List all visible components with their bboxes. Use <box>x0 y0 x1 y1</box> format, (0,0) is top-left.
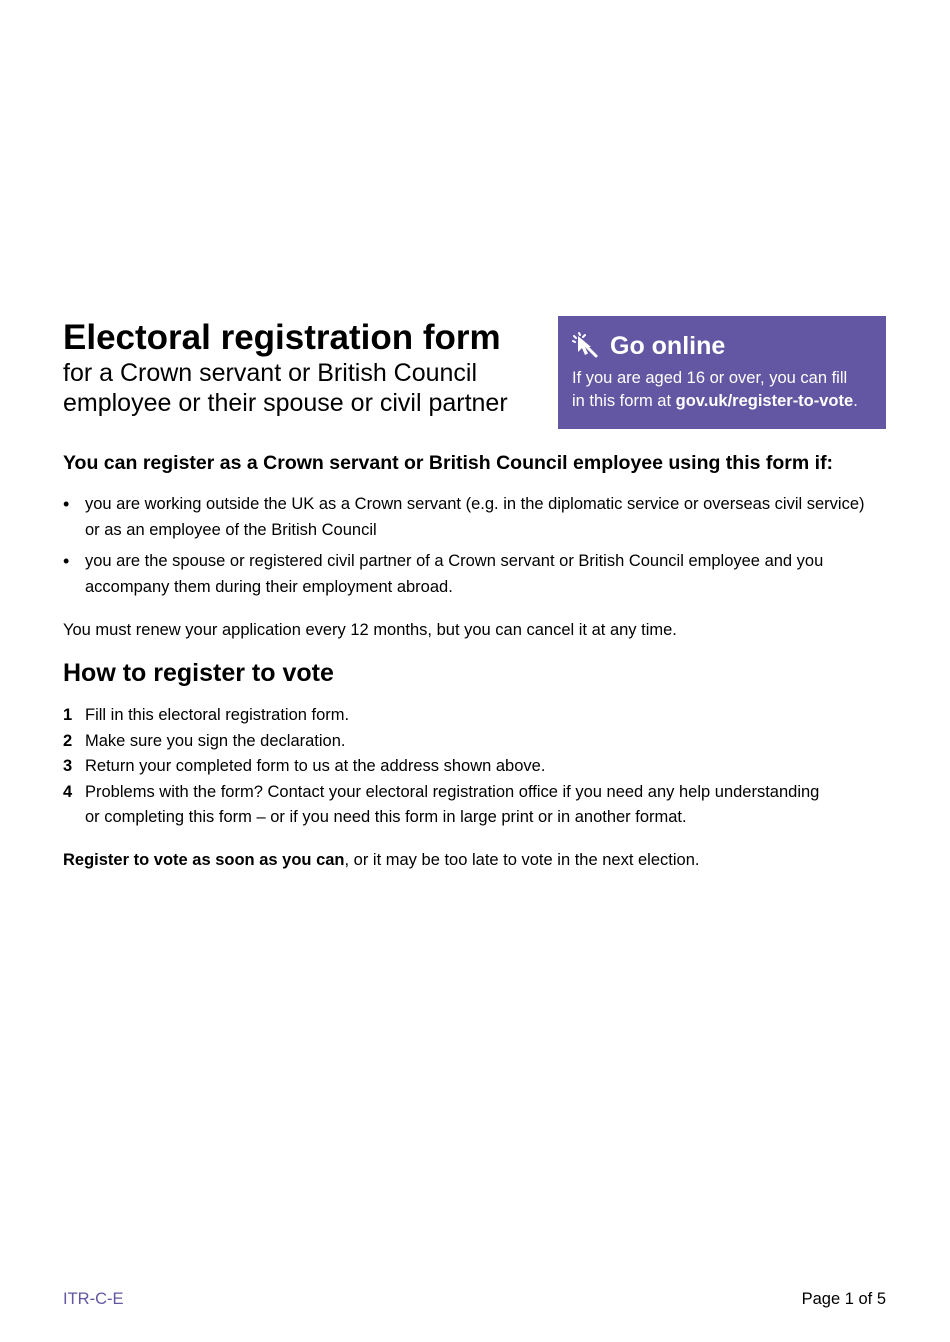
title-block <box>63 318 543 418</box>
eligibility-list <box>63 491 883 605</box>
bullet-line-1: you are working outside the UK as a Crown servant (e.g. in the diplomatic service or overseas civil service) <box>85 495 865 513</box>
go-online-line-2-suffix: . <box>853 392 858 410</box>
step-item <box>63 729 883 755</box>
register-note-bold: Register to vote as soon as you can <box>63 851 345 869</box>
go-online-box <box>558 316 886 429</box>
step-text-line-2: or completing this form – or if you need this form in large print or in another format. <box>85 808 687 826</box>
go-online-header <box>572 330 874 362</box>
form-code: ITR-C-E <box>63 1290 124 1308</box>
bullet-line-2: accompany them during their employment abroad. <box>85 578 453 596</box>
step-number: 2 <box>63 731 73 750</box>
bullet-line-2: or as an employee of the British Council <box>85 521 377 539</box>
step-number: 3 <box>63 757 73 775</box>
eligibility-heading: You can register as a Crown servant or British Council employee using this form if: <box>63 452 834 474</box>
page-subtitle <box>63 358 543 418</box>
how-to-heading: How to register to vote <box>63 659 334 687</box>
subtitle-line-2: employee or their spouse or civil partner <box>63 389 508 417</box>
go-online-text <box>572 367 874 413</box>
steps-list <box>63 703 883 831</box>
step-text: Problems with the form? Contact your electoral registration office if you need any help understanding <box>85 782 820 801</box>
go-online-line-2-prefix: in this form at <box>572 392 676 410</box>
go-online-title: Go online <box>610 331 726 360</box>
step-number: 1 <box>63 706 73 724</box>
bullet-line-1: you are the spouse or registered civil partner of a Crown servant or British Council employee and you <box>85 552 824 570</box>
step-item <box>63 703 883 729</box>
page-number: Page 1 of 5 <box>801 1290 886 1308</box>
bullet-icon: • <box>63 551 70 571</box>
step-text: Fill in this electoral registration form. <box>85 706 350 724</box>
renew-note: You must renew your application every 12 months, but you can cancel it at any time. <box>63 621 677 639</box>
step-text: Return your completed form to us at the address shown above. <box>85 757 546 775</box>
step-number: 4 <box>63 782 73 801</box>
step-text: Make sure you sign the declaration. <box>85 731 346 750</box>
mouse-cursor-click-icon <box>572 332 600 360</box>
list-item <box>63 548 883 600</box>
register-note-rest: , or it may be too late to vote in the next election. <box>344 851 700 869</box>
subtitle-line-1: for a Crown servant or British Council <box>63 359 478 387</box>
step-item <box>63 754 883 780</box>
go-online-line-1: If you are aged 16 or over, you can fill <box>572 369 848 387</box>
bullet-icon: • <box>63 494 70 514</box>
step-item <box>63 780 883 831</box>
page-title: Electoral registration form <box>63 318 501 357</box>
register-to-vote-link[interactable]: gov.uk/register-to-vote <box>675 392 854 410</box>
list-item <box>63 491 883 543</box>
register-note <box>63 848 699 872</box>
